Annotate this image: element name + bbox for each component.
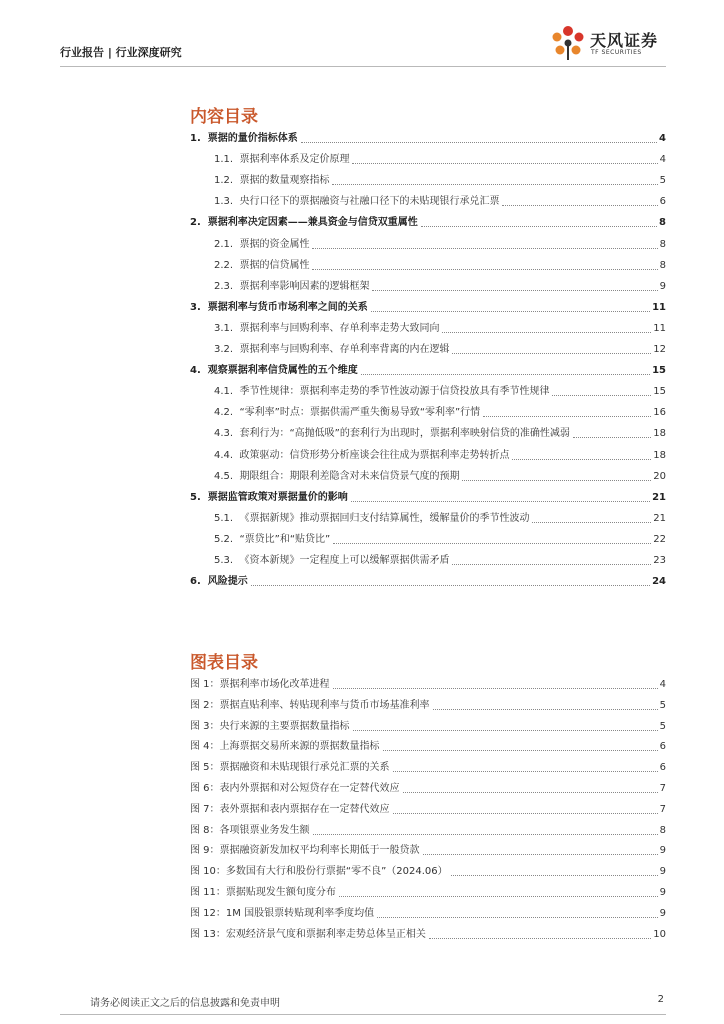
toc-entry-number: 6.	[190, 576, 208, 587]
toc-entry[interactable]	[214, 406, 666, 420]
toc-entry[interactable]	[190, 216, 666, 230]
toc-entry-number: 3.1.	[214, 323, 240, 334]
toc-entry[interactable]	[214, 449, 666, 463]
toc-entry[interactable]	[214, 512, 666, 526]
header-divider	[60, 66, 666, 67]
figure-entry-page: 10	[653, 929, 666, 940]
toc-entry-page: 11	[653, 323, 666, 334]
toc-entry-title: 票据利率与回购利率、存单利率走势大致同向	[239, 323, 440, 334]
toc-entry-page: 6	[659, 196, 666, 207]
toc-entry-title: 季节性规律：票据利率走势的季节性波动源于信贷投放具有季节性规律	[239, 386, 550, 397]
toc-entry-number: 3.	[190, 302, 208, 313]
toc-entry[interactable]	[214, 280, 666, 294]
toc-entry[interactable]	[190, 364, 666, 378]
toc-entry[interactable]	[190, 575, 666, 589]
toc-entry-page: 8	[659, 217, 666, 228]
toc-entry-number: 5.3.	[214, 555, 240, 566]
dot-leader	[512, 459, 651, 460]
figure-entry[interactable]	[190, 740, 666, 754]
toc-entry[interactable]	[214, 174, 666, 188]
figure-entry-title: 图 9：票据融资新发加权平均利率长期低于一般贷款	[190, 845, 420, 856]
toc-entry-number: 2.3.	[214, 281, 240, 292]
figure-entry[interactable]	[190, 928, 666, 942]
toc-entry-page: 20	[653, 471, 666, 482]
dot-leader	[429, 938, 651, 939]
toc-entry-number: 4.3.	[214, 428, 240, 439]
figure-entry-page: 7	[659, 783, 666, 794]
figure-entry-title: 图 1：票据利率市场化改革进程	[190, 679, 330, 690]
dot-leader	[452, 353, 651, 354]
dot-leader	[333, 688, 658, 689]
toc-entry-title: 票据监管政策对票据量价的影响	[207, 492, 348, 503]
dot-leader	[312, 269, 657, 270]
toc-entry-title: 期限组合：期限利差隐含对未来信贷景气度的预期	[239, 471, 460, 482]
dot-leader	[452, 564, 651, 565]
toc-entry-page: 21	[653, 513, 666, 524]
toc-entry[interactable]	[214, 533, 666, 547]
toc-entry-number: 1.	[190, 133, 208, 144]
dot-leader	[313, 834, 658, 835]
figure-entry-page: 7	[659, 804, 666, 815]
footer-disclaimer: 请务必阅读正文之后的信息披露和免责申明	[90, 998, 280, 1009]
figure-entry[interactable]	[190, 886, 666, 900]
toc-entry-number: 1.3.	[214, 196, 240, 207]
dot-leader	[371, 311, 650, 312]
figure-entry-page: 5	[659, 721, 666, 732]
dot-leader	[339, 896, 658, 897]
toc-entry-page: 15	[652, 365, 666, 376]
toc-entry-title: 观察票据利率信贷属性的五个维度	[207, 365, 358, 376]
toc-entry-title: 政策驱动：信贷形势分析座谈会往往成为票据利率走势转折点	[239, 450, 510, 461]
toc-entry-title: 票据利率体系及定价原理	[239, 154, 350, 165]
figure-entry-page: 9	[659, 908, 666, 919]
toc-entry-title: 票据利率与回购利率、存单利率背离的内在逻辑	[239, 344, 450, 355]
figure-entry-title: 图 10：多数国有大行和股份行票据“零不良”（2024.06）	[190, 866, 448, 877]
toc-entry-title: 《资本新规》一定程度上可以缓解票据供需矛盾	[239, 555, 450, 566]
brand-subtitle: TF SECURITIES	[591, 49, 642, 56]
toc-entry-page: 18	[653, 428, 666, 439]
figures-title: 图表目录	[190, 653, 258, 673]
dot-leader	[361, 374, 650, 375]
figure-entry-title: 图 7：表外票据和表内票据存在一定替代效应	[190, 804, 390, 815]
toc-entry[interactable]	[214, 322, 666, 336]
figure-entry[interactable]	[190, 678, 666, 692]
dot-leader	[502, 205, 657, 206]
toc-entry-title: 票据利率决定因素——兼具资金与信贷双重属性	[207, 217, 418, 228]
toc-entry-title: 票据利率与货币市场利率之间的关系	[207, 302, 368, 313]
dot-leader	[442, 332, 651, 333]
figure-entry-page: 9	[659, 845, 666, 856]
toc-entry[interactable]	[214, 343, 666, 357]
report-category: 行业报告 | 行业深度研究	[60, 46, 182, 59]
toc-entry[interactable]	[214, 385, 666, 399]
toc-entry-title: 《票据新规》推动票据回归支付结算属性，缓解量价的季节性波动	[239, 513, 530, 524]
toc-entry[interactable]	[214, 554, 666, 568]
toc-entry-title: 央行口径下的票据融资与社融口径下的未贴现银行承兑汇票	[239, 196, 500, 207]
toc-entry-page: 24	[652, 576, 666, 587]
figure-entry[interactable]	[190, 782, 666, 796]
footer-divider	[60, 1014, 666, 1015]
flower-logo-icon	[548, 24, 588, 64]
dot-leader	[312, 248, 657, 249]
toc-entry-page: 18	[653, 450, 666, 461]
figure-entry-page: 4	[659, 679, 666, 690]
figure-entry[interactable]	[190, 824, 666, 838]
page-number: 2	[657, 994, 664, 1005]
dot-leader	[573, 437, 651, 438]
figure-entry-title: 图 6：表内外票据和对公短贷存在一定替代效应	[190, 783, 400, 794]
toc-entry[interactable]	[190, 491, 666, 505]
toc-entry-page: 8	[659, 260, 666, 271]
toc-entry-page: 11	[652, 302, 666, 313]
toc-entry[interactable]	[214, 195, 666, 209]
toc-entry-page: 9	[659, 281, 666, 292]
toc-entry[interactable]	[214, 427, 666, 441]
figure-entry[interactable]	[190, 761, 666, 775]
dot-leader	[393, 771, 658, 772]
toc-entry-title: 票据的信贷属性	[239, 260, 310, 271]
dot-leader	[552, 395, 651, 396]
dot-leader	[333, 543, 651, 544]
toc-entry-number: 2.	[190, 217, 208, 228]
figure-entry-page: 6	[659, 741, 666, 752]
toc-entry-title: “票贷比”和“贴贷比”	[239, 534, 331, 545]
toc-entry-title: 套利行为：“高抛低吸”的套利行为出现时，票据利率映射信贷的准确性减弱	[239, 428, 570, 439]
figure-entry-title: 图 11：票据贴现发生额旬度分布	[190, 887, 336, 898]
toc-entry-page: 15	[653, 386, 666, 397]
toc-entry-number: 4.4.	[214, 450, 240, 461]
toc-entry-title: 票据的资金属性	[239, 239, 310, 250]
toc-entry-page: 22	[653, 534, 666, 545]
figure-entry-page: 9	[659, 887, 666, 898]
toc-entry[interactable]	[190, 132, 666, 146]
dot-leader	[372, 290, 657, 291]
figure-entry-page: 5	[659, 700, 666, 711]
figure-entry-title: 图 8：各项银票业务发生额	[190, 825, 310, 836]
dot-leader	[353, 730, 658, 731]
toc-entry-page: 21	[652, 492, 666, 503]
toc-entry[interactable]	[214, 470, 666, 484]
toc-entry[interactable]	[190, 301, 666, 315]
figure-entry[interactable]	[190, 907, 666, 921]
dot-leader	[251, 585, 650, 586]
figure-entry-page: 8	[659, 825, 666, 836]
toc-entry-number: 1.2.	[214, 175, 240, 186]
brand-logo	[548, 24, 668, 64]
dot-leader	[383, 750, 658, 751]
toc-entry-number: 5.	[190, 492, 208, 503]
figure-entry-title: 图 2：票据直贴利率、转贴现利率与货币市场基准利率	[190, 700, 430, 711]
toc-entry-number: 2.1.	[214, 239, 240, 250]
dot-leader	[483, 416, 651, 417]
figure-entry[interactable]	[190, 844, 666, 858]
brand-name: 天风证券	[590, 31, 659, 50]
toc-entry-number: 2.2.	[214, 260, 240, 271]
dot-leader	[377, 917, 658, 918]
figure-entry-title: 图 3：央行来源的主要票据数量指标	[190, 721, 350, 732]
toc-entry-number: 4.5.	[214, 471, 240, 482]
figure-entry[interactable]	[190, 865, 666, 879]
toc-entry-number: 4.	[190, 365, 208, 376]
dot-leader	[421, 226, 657, 227]
dot-leader	[393, 813, 658, 814]
dot-leader	[403, 792, 658, 793]
figure-entry-page: 9	[659, 866, 666, 877]
toc-entry-title: 票据利率影响因素的逻辑框架	[239, 281, 370, 292]
toc-entry-title: “零利率”时点：票据供需严重失衡易导致“零利率”行情	[239, 407, 481, 418]
toc-entry-page: 4	[659, 133, 666, 144]
toc-title: 内容目录	[190, 107, 258, 127]
figure-entry-title: 图 4：上海票据交易所来源的票据数量指标	[190, 741, 380, 752]
dot-leader	[351, 501, 650, 502]
toc-entry-page: 8	[659, 239, 666, 250]
toc-entry-title: 风险提示	[207, 576, 248, 587]
toc-entry-number: 5.2.	[214, 534, 240, 545]
toc-entry[interactable]	[214, 153, 666, 167]
figure-entry-title: 图 12：1M 国股银票转贴现利率季度均值	[190, 908, 375, 919]
dot-leader	[532, 522, 651, 523]
toc-entry-page: 4	[659, 154, 666, 165]
toc-entry-number: 4.2.	[214, 407, 240, 418]
dot-leader	[433, 709, 658, 710]
figure-entry-title: 图 5：票据融资和未贴现银行承兑汇票的关系	[190, 762, 390, 773]
toc-entry-page: 5	[659, 175, 666, 186]
toc-entry-page: 12	[653, 344, 666, 355]
figure-entry[interactable]	[190, 699, 666, 713]
figure-entry[interactable]	[190, 803, 666, 817]
toc-entry-page: 16	[653, 407, 666, 418]
toc-entry-number: 5.1.	[214, 513, 240, 524]
dot-leader	[462, 480, 651, 481]
dot-leader	[301, 142, 657, 143]
dot-leader	[352, 163, 657, 164]
toc-entry[interactable]	[214, 238, 666, 252]
toc-entry-title: 票据的量价指标体系	[207, 133, 298, 144]
toc-entry[interactable]	[214, 259, 666, 273]
toc-entry-number: 3.2.	[214, 344, 240, 355]
figure-entry-title: 图 13：宏观经济景气度和票据利率走势总体呈正相关	[190, 929, 426, 940]
toc-entry-title: 票据的数量观察指标	[239, 175, 330, 186]
figure-entry[interactable]	[190, 720, 666, 734]
toc-entry-number: 4.1.	[214, 386, 240, 397]
dot-leader	[451, 875, 658, 876]
toc-entry-number: 1.1.	[214, 154, 240, 165]
toc-entry-page: 23	[653, 555, 666, 566]
dot-leader	[332, 184, 657, 185]
figure-entry-page: 6	[659, 762, 666, 773]
dot-leader	[423, 854, 658, 855]
